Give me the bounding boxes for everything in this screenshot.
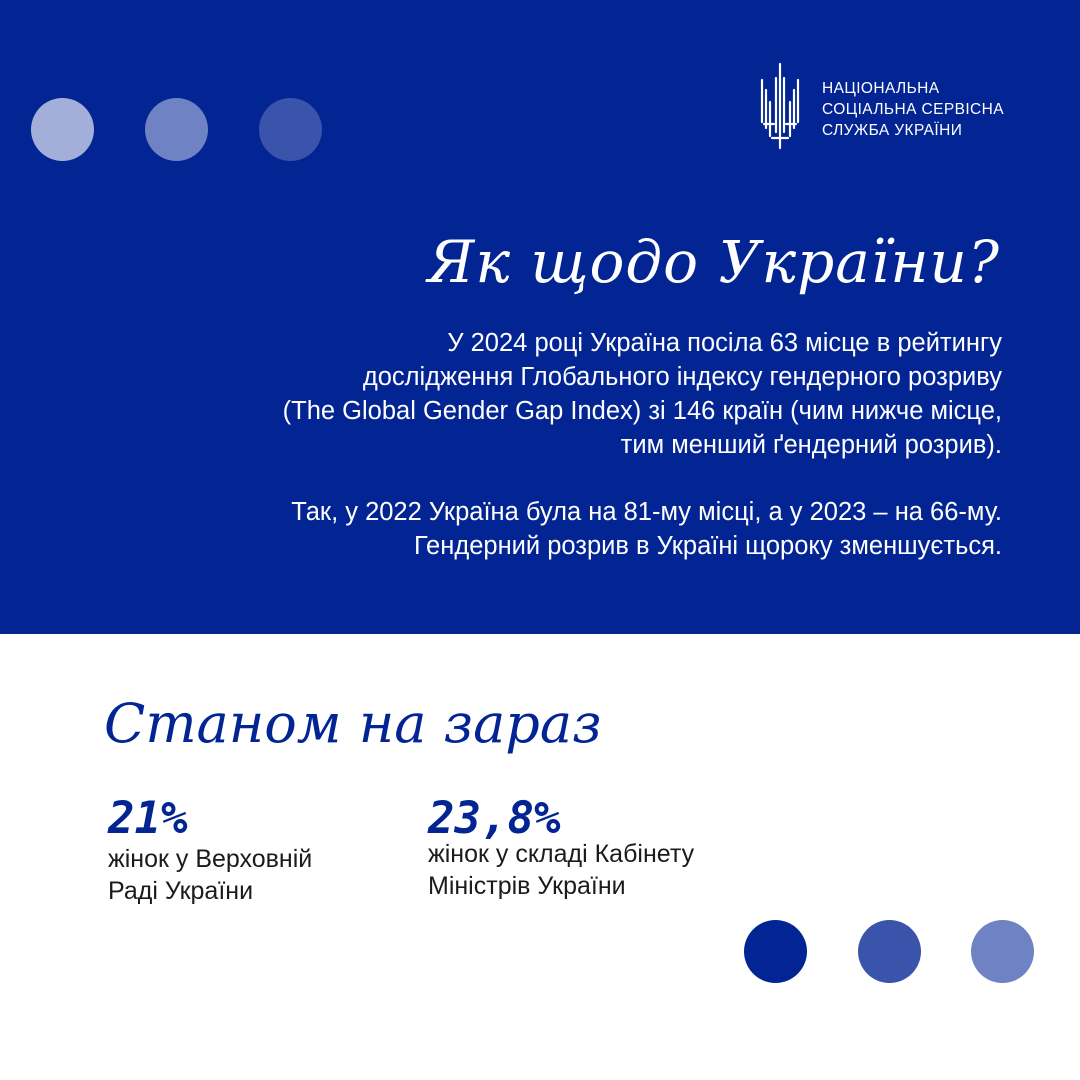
decorative-dot-light (971, 920, 1034, 983)
stat-value-parliament: 21% (108, 793, 188, 844)
stat-description-line: Раді України (108, 877, 254, 905)
stat-description-cabinet (428, 838, 694, 902)
stat-value-cabinet: 23,8% (428, 793, 561, 844)
trend-paragraph (62, 495, 1002, 563)
stat-description-line: жінок у Верховній (108, 845, 313, 873)
paragraph-line: дослідження Глобального індексу гендерного розриву (362, 363, 1002, 391)
decorative-dot-light (31, 98, 94, 161)
headline: Як щодо України? (427, 228, 1000, 296)
stat-description-parliament (108, 843, 312, 907)
paragraph-line: (The Global Gender Gap Index) зі 146 країн (чим нижче місце, (282, 397, 1002, 425)
paragraph-line: тим менший ґендерний розрив). (620, 431, 1002, 459)
organization-name (822, 78, 1004, 141)
paragraph-line: У 2024 році Україна посіла 63 місце в рейтингу (447, 329, 1002, 357)
paragraph-line: Гендерний розрив в Україні щороку зменшується. (413, 532, 1002, 560)
paragraph-line: Так, у 2022 Україна була на 81-му місці, а у 2023 – на 66-му. (291, 498, 1002, 526)
decorative-dot-dark (744, 920, 807, 983)
stat-description-line: Міністрів України (428, 872, 626, 900)
decorative-dot-dark (259, 98, 322, 161)
decorative-dot-medium (858, 920, 921, 983)
organization-name-line: НАЦІОНАЛЬНА (822, 80, 940, 97)
decorative-dot-medium (145, 98, 208, 161)
stat-description-line: жінок у складі Кабінету (428, 840, 695, 868)
trident-emblem-icon (758, 62, 802, 152)
ranking-paragraph (62, 326, 1002, 462)
organization-name-line: СОЦІАЛЬНА СЕРВІСНА (822, 101, 1004, 118)
subheading: Станом на зараз (104, 692, 602, 755)
organization-name-line: СЛУЖБА УКРАЇНИ (822, 122, 963, 139)
